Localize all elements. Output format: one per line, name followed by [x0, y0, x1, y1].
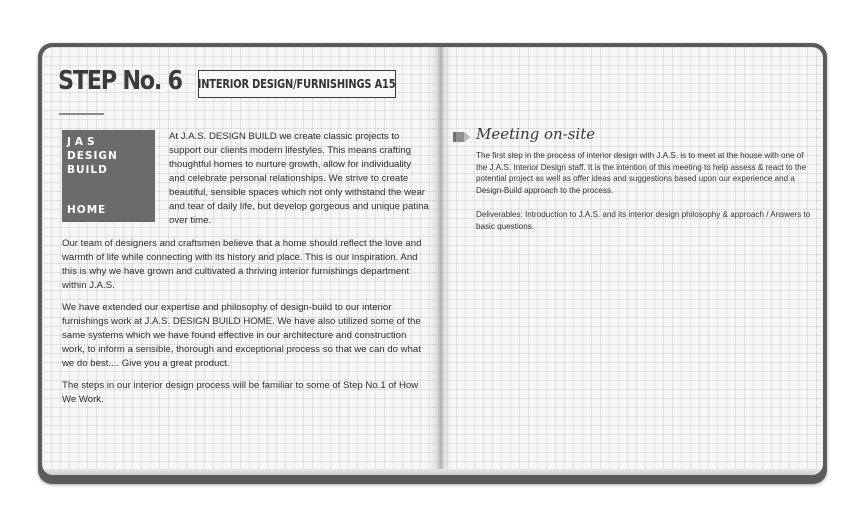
meeting-paragraph: The first step in the process of interior design with J.A.S. is to meet at the house with one of the J.A.S. Interior Design staff. It is the intention of this meeting to help assess & react to the potential project as well as offer ideas and suggestions based upon our experience and a Design-Build approach to the process.	[476, 151, 807, 195]
section-label: INTERIOR DESIGN/FURNISHINGS A15	[198, 77, 396, 91]
expertise-paragraph: We have extended our expertise and philosophy of design-build to our interior furnishings work at J.A.S. DESIGN BUILD HOME. We have also utilized some of the same systems which we have found effective in our architecture and construction work, to inform a sensible, thorough and exceptional process so that we can do what we do best.... Give you a great product.	[62, 302, 421, 369]
logo-line-jas: JAS	[67, 136, 99, 148]
meeting-heading: Meeting on-site	[476, 125, 596, 143]
title-underline	[59, 113, 104, 115]
logo-line-design: DESIGN	[67, 150, 118, 162]
logo-line-home: HOME	[67, 204, 107, 216]
team-paragraph: Our team of designers and craftsmen believe that a home should reflect the love and warmth of life while connecting with its history and place. This is our inspiration. And this is why we have grown and cultivated a thriving interior furnishings department within J.A.S.	[62, 238, 422, 291]
intro-paragraph: At J.A.S. DESIGN BUILD we create classic projects to support our clients modern lifestyles. This means crafting thoughtful homes to nurture growth, allow for individuality and celebrate personal relationships. We strive to create beautiful, sensible spaces which not only withstand the wear and tear of daily life, but develop gorgeous and unique patina over time.	[169, 131, 429, 226]
logo-line-build: BUILD	[67, 164, 108, 176]
deliverables-paragraph: Deliverables: Introduction to J.A.S. and its interior design philosophy & approach / Answers to basic questions.	[476, 210, 811, 231]
jas-logo	[62, 130, 155, 222]
steps-paragraph: The steps in our interior design process will be familiar to some of Step No.1 of How We Work.	[62, 380, 419, 405]
section-label-box	[198, 70, 396, 98]
notebook-pages	[42, 47, 823, 475]
notebook	[38, 43, 827, 484]
step-title: STEP No. 6	[58, 66, 182, 96]
notebook-spine	[430, 47, 452, 475]
page-edge	[42, 469, 823, 475]
pencil-icon	[452, 129, 472, 145]
